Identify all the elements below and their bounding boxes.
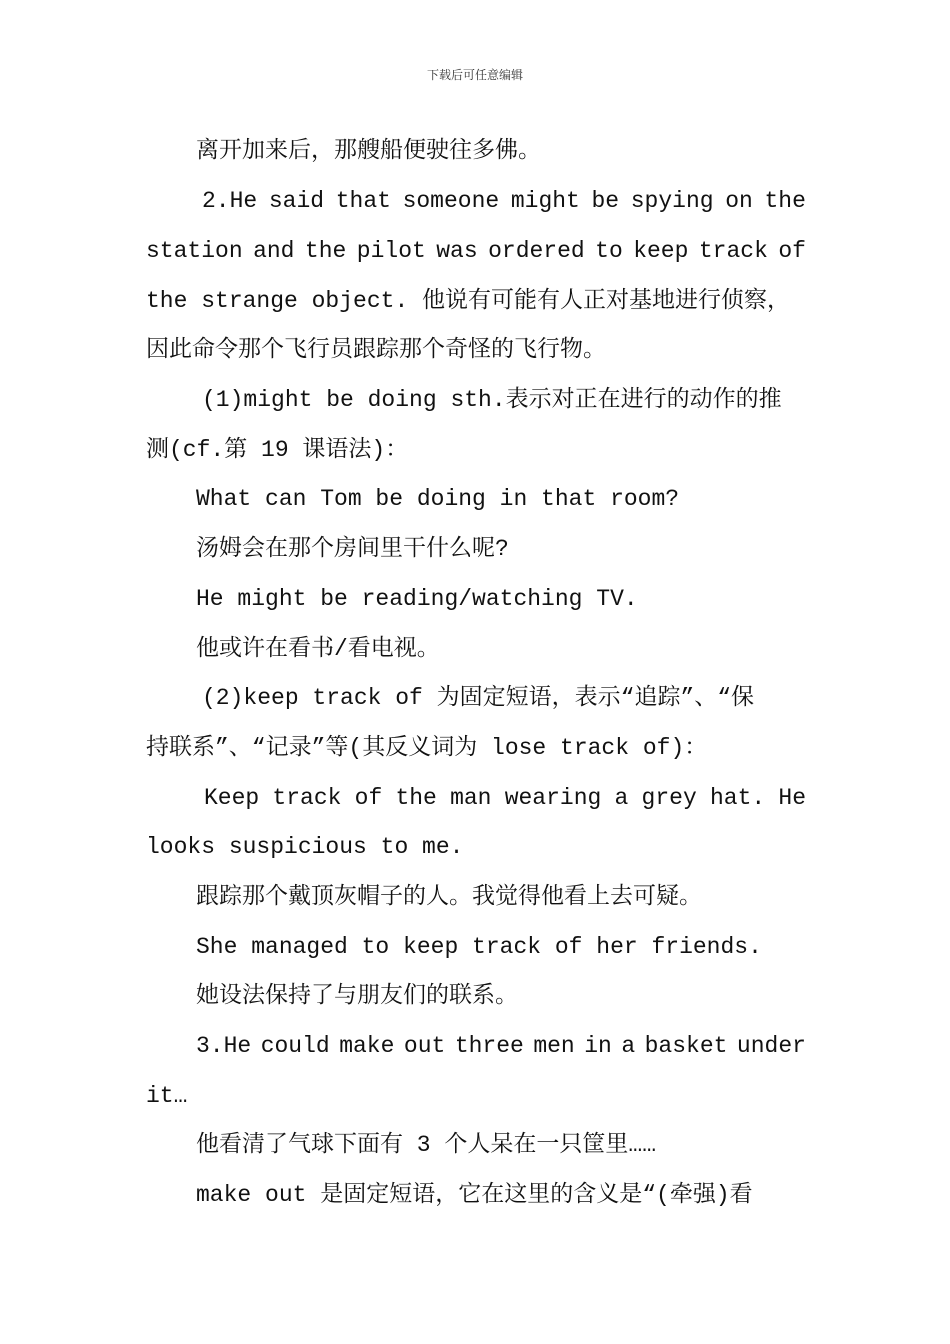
word: the	[304, 238, 347, 264]
word: make	[339, 1033, 395, 1059]
text-line: 离开加来后，那艘船便驶往多佛。	[196, 138, 541, 164]
text-line	[202, 186, 806, 216]
text-line: 持联系”、“记录”等(其反义词为 lose track of)：	[146, 735, 708, 761]
word: ordered	[488, 238, 585, 264]
text-line: 跟踪那个戴顶灰帽子的人。我觉得他看上去可疑。	[196, 884, 702, 910]
word: He	[778, 785, 806, 811]
word: that	[335, 188, 391, 214]
text-line: it…	[146, 1083, 188, 1109]
word: in	[584, 1033, 612, 1059]
word: track	[698, 238, 768, 264]
word: 2.He	[202, 188, 258, 214]
word: on	[725, 188, 753, 214]
word: to	[595, 238, 623, 264]
word: someone	[402, 188, 500, 214]
word: grey	[641, 785, 697, 811]
word: man	[450, 785, 492, 811]
text-line: 因此命令那个飞行员跟踪那个奇怪的飞行物。	[146, 337, 606, 363]
word: was	[436, 238, 478, 264]
text-line: looks suspicious to me.	[146, 834, 464, 860]
word: spying	[630, 188, 714, 214]
word: the	[764, 188, 806, 214]
word: the	[395, 785, 437, 811]
word: 3.He	[196, 1033, 252, 1059]
text-line	[204, 783, 806, 813]
word: might	[510, 188, 580, 214]
text-line: 他看清了气球下面有 3 个人呆在一只筐里……	[196, 1132, 657, 1158]
text-line: He might be reading/watching TV.	[196, 586, 638, 612]
word: said	[268, 188, 325, 214]
word: Keep	[204, 785, 260, 811]
word: a	[621, 1033, 636, 1059]
word: pilot	[356, 238, 426, 264]
text-line: What can Tom be doing in that room?	[196, 486, 680, 512]
text-line: 汤姆会在那个房间里干什么呢?	[196, 536, 509, 562]
word: and	[253, 238, 295, 264]
word: keep	[633, 238, 689, 264]
text-line: 测(cf.第 19 课语法)：	[146, 437, 409, 463]
word: station	[146, 238, 243, 264]
text-line: 他或许在看书/看电视。	[196, 636, 440, 662]
word: men	[533, 1033, 575, 1059]
text-line: the strange object. 他说有可能有人正对基地进行侦察，	[146, 288, 791, 314]
page-header: 下载后可任意编辑	[426, 68, 523, 82]
text-line: (2)keep track of 为固定短语，表示“追踪”、“保	[202, 685, 755, 711]
word: basket	[644, 1033, 728, 1059]
word: three	[454, 1033, 524, 1059]
word: be	[591, 188, 620, 214]
text-line: She managed to keep track of her friends.	[196, 934, 762, 960]
word: a	[614, 785, 629, 811]
word: hat.	[709, 785, 766, 811]
word: of	[778, 238, 806, 264]
text-line	[146, 236, 806, 266]
text-line: make out 是固定短语，它在这里的含义是“(牵强)看	[196, 1182, 753, 1208]
word: wearing	[504, 785, 602, 811]
word: out	[403, 1033, 446, 1059]
text-line: (1)might be doing sth.表示对正在进行的动作的推	[202, 387, 782, 413]
text-line: 她设法保持了与朋友们的联系。	[196, 983, 518, 1009]
word: under	[736, 1033, 806, 1059]
word: of	[354, 785, 383, 811]
word: track	[272, 785, 342, 811]
word: could	[260, 1033, 330, 1059]
text-line	[196, 1031, 806, 1061]
